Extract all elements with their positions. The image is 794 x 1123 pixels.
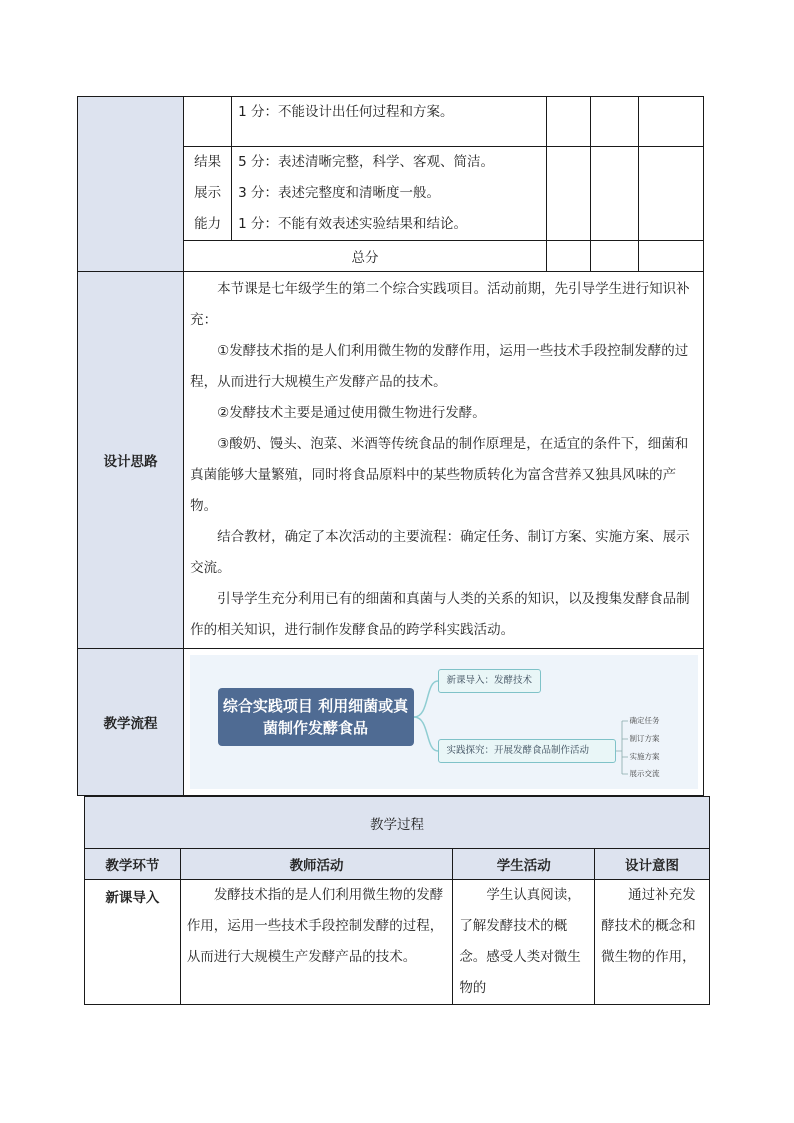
student-cell — [453, 880, 595, 1005]
score-cell — [547, 97, 591, 147]
header-intent: 设计意图 — [595, 849, 710, 880]
design-content — [184, 272, 704, 649]
design-paragraph: ③酸奶、馒头、泡菜、米酒等传统食品的制作原理是，在适宜的条件下，细菌和真菌能够大量繁殖，同时将食品原料中的某些物质转化为富含营养又独具风味的产物。 — [190, 436, 689, 514]
design-paragraph: 引导学生充分利用已有的细菌和真菌与人类的关系的知识，以及搜集发酵食品制作的相关知识，进行制作发酵食品的跨学科实践活动。 — [190, 591, 690, 638]
flow-branch-practice: 实践探究：开展发酵食品制作活动 — [438, 739, 616, 763]
header-stage: 教学环节 — [85, 849, 181, 880]
design-paragraph: 结合教材，确定了本次活动的主要流程：确定任务、制订方案、实施方案、展示交流。 — [190, 529, 690, 576]
result-label-line: 展示 — [194, 185, 222, 201]
design-paragraph: ②发酵技术主要是通过使用微生物进行发酵。 — [217, 405, 486, 421]
student-text: 学生认真阅读，了解发酵技术的概念。感受人类对微生物的 — [459, 887, 581, 996]
flow-leaf: 实施方案 — [629, 752, 660, 761]
flow-leaf: 确定任务 — [629, 716, 660, 725]
score-cell — [590, 97, 638, 147]
rubric-side-label — [78, 97, 184, 272]
score-cell — [547, 147, 591, 241]
design-paragraph: ①发酵技术指的是人们利用微生物的发酵作用，运用一些技术手段控制发酵的过程，从而进行大规模生产发酵产品的技术。 — [190, 343, 689, 390]
design-paragraph: 本节课是七年级学生的第二个综合实践项目。活动前期，先引导学生进行知识补充： — [190, 281, 690, 328]
design-label: 设计思路 — [78, 272, 184, 649]
result-line: 5 分：表述清晰完整，科学、客观、简洁。 — [238, 154, 494, 170]
teacher-text: 发酵技术指的是人们利用微生物的发酵作用，运用一些技术手段控制发酵的过程，从而进行大规模生产发酵产品的技术。 — [186, 887, 444, 965]
process-title: 教学过程 — [85, 797, 710, 849]
rubric-row1 — [232, 97, 547, 147]
result-line: 1 分：不能有效表述实验结果和结论。 — [238, 216, 467, 232]
flow-leaf: 展示交流 — [629, 769, 660, 778]
flow-leaf: 制订方案 — [629, 734, 660, 743]
score-cell — [590, 241, 638, 272]
header-teacher: 教师活动 — [180, 849, 453, 880]
intent-cell — [595, 880, 710, 1005]
total-label: 总分 — [184, 241, 547, 272]
result-label-line: 能力 — [194, 216, 222, 232]
rubric-blank-cell — [184, 97, 232, 147]
intent-text: 通过补充发酵技术的概念和微生物的作用， — [601, 887, 696, 965]
upper-table — [77, 96, 704, 796]
score-cell — [638, 241, 703, 272]
flow-branch-intro: 新课导入：发酵技术 — [438, 669, 542, 693]
teacher-cell — [180, 880, 453, 1005]
process-table — [84, 796, 710, 1005]
score-cell — [638, 97, 703, 147]
result-label-line: 结果 — [194, 154, 222, 170]
flow-label: 教学流程 — [78, 649, 184, 796]
rubric-row1-text: 1 分：不能设计出任何过程和方案。 — [238, 104, 454, 120]
score-cell — [547, 241, 591, 272]
result-criteria — [232, 147, 547, 241]
score-cell — [590, 147, 638, 241]
header-student: 学生活动 — [453, 849, 595, 880]
result-label — [184, 147, 232, 241]
stage-cell: 新课导入 — [85, 880, 181, 1005]
flow-cell — [184, 649, 704, 796]
flow-main-title: 综合实践项目 利用细菌或真菌制作发酵食品 — [218, 688, 414, 746]
flow-diagram — [190, 655, 698, 789]
result-line: 3 分：表述完整度和清晰度一般。 — [238, 185, 440, 201]
score-cell — [638, 147, 703, 241]
